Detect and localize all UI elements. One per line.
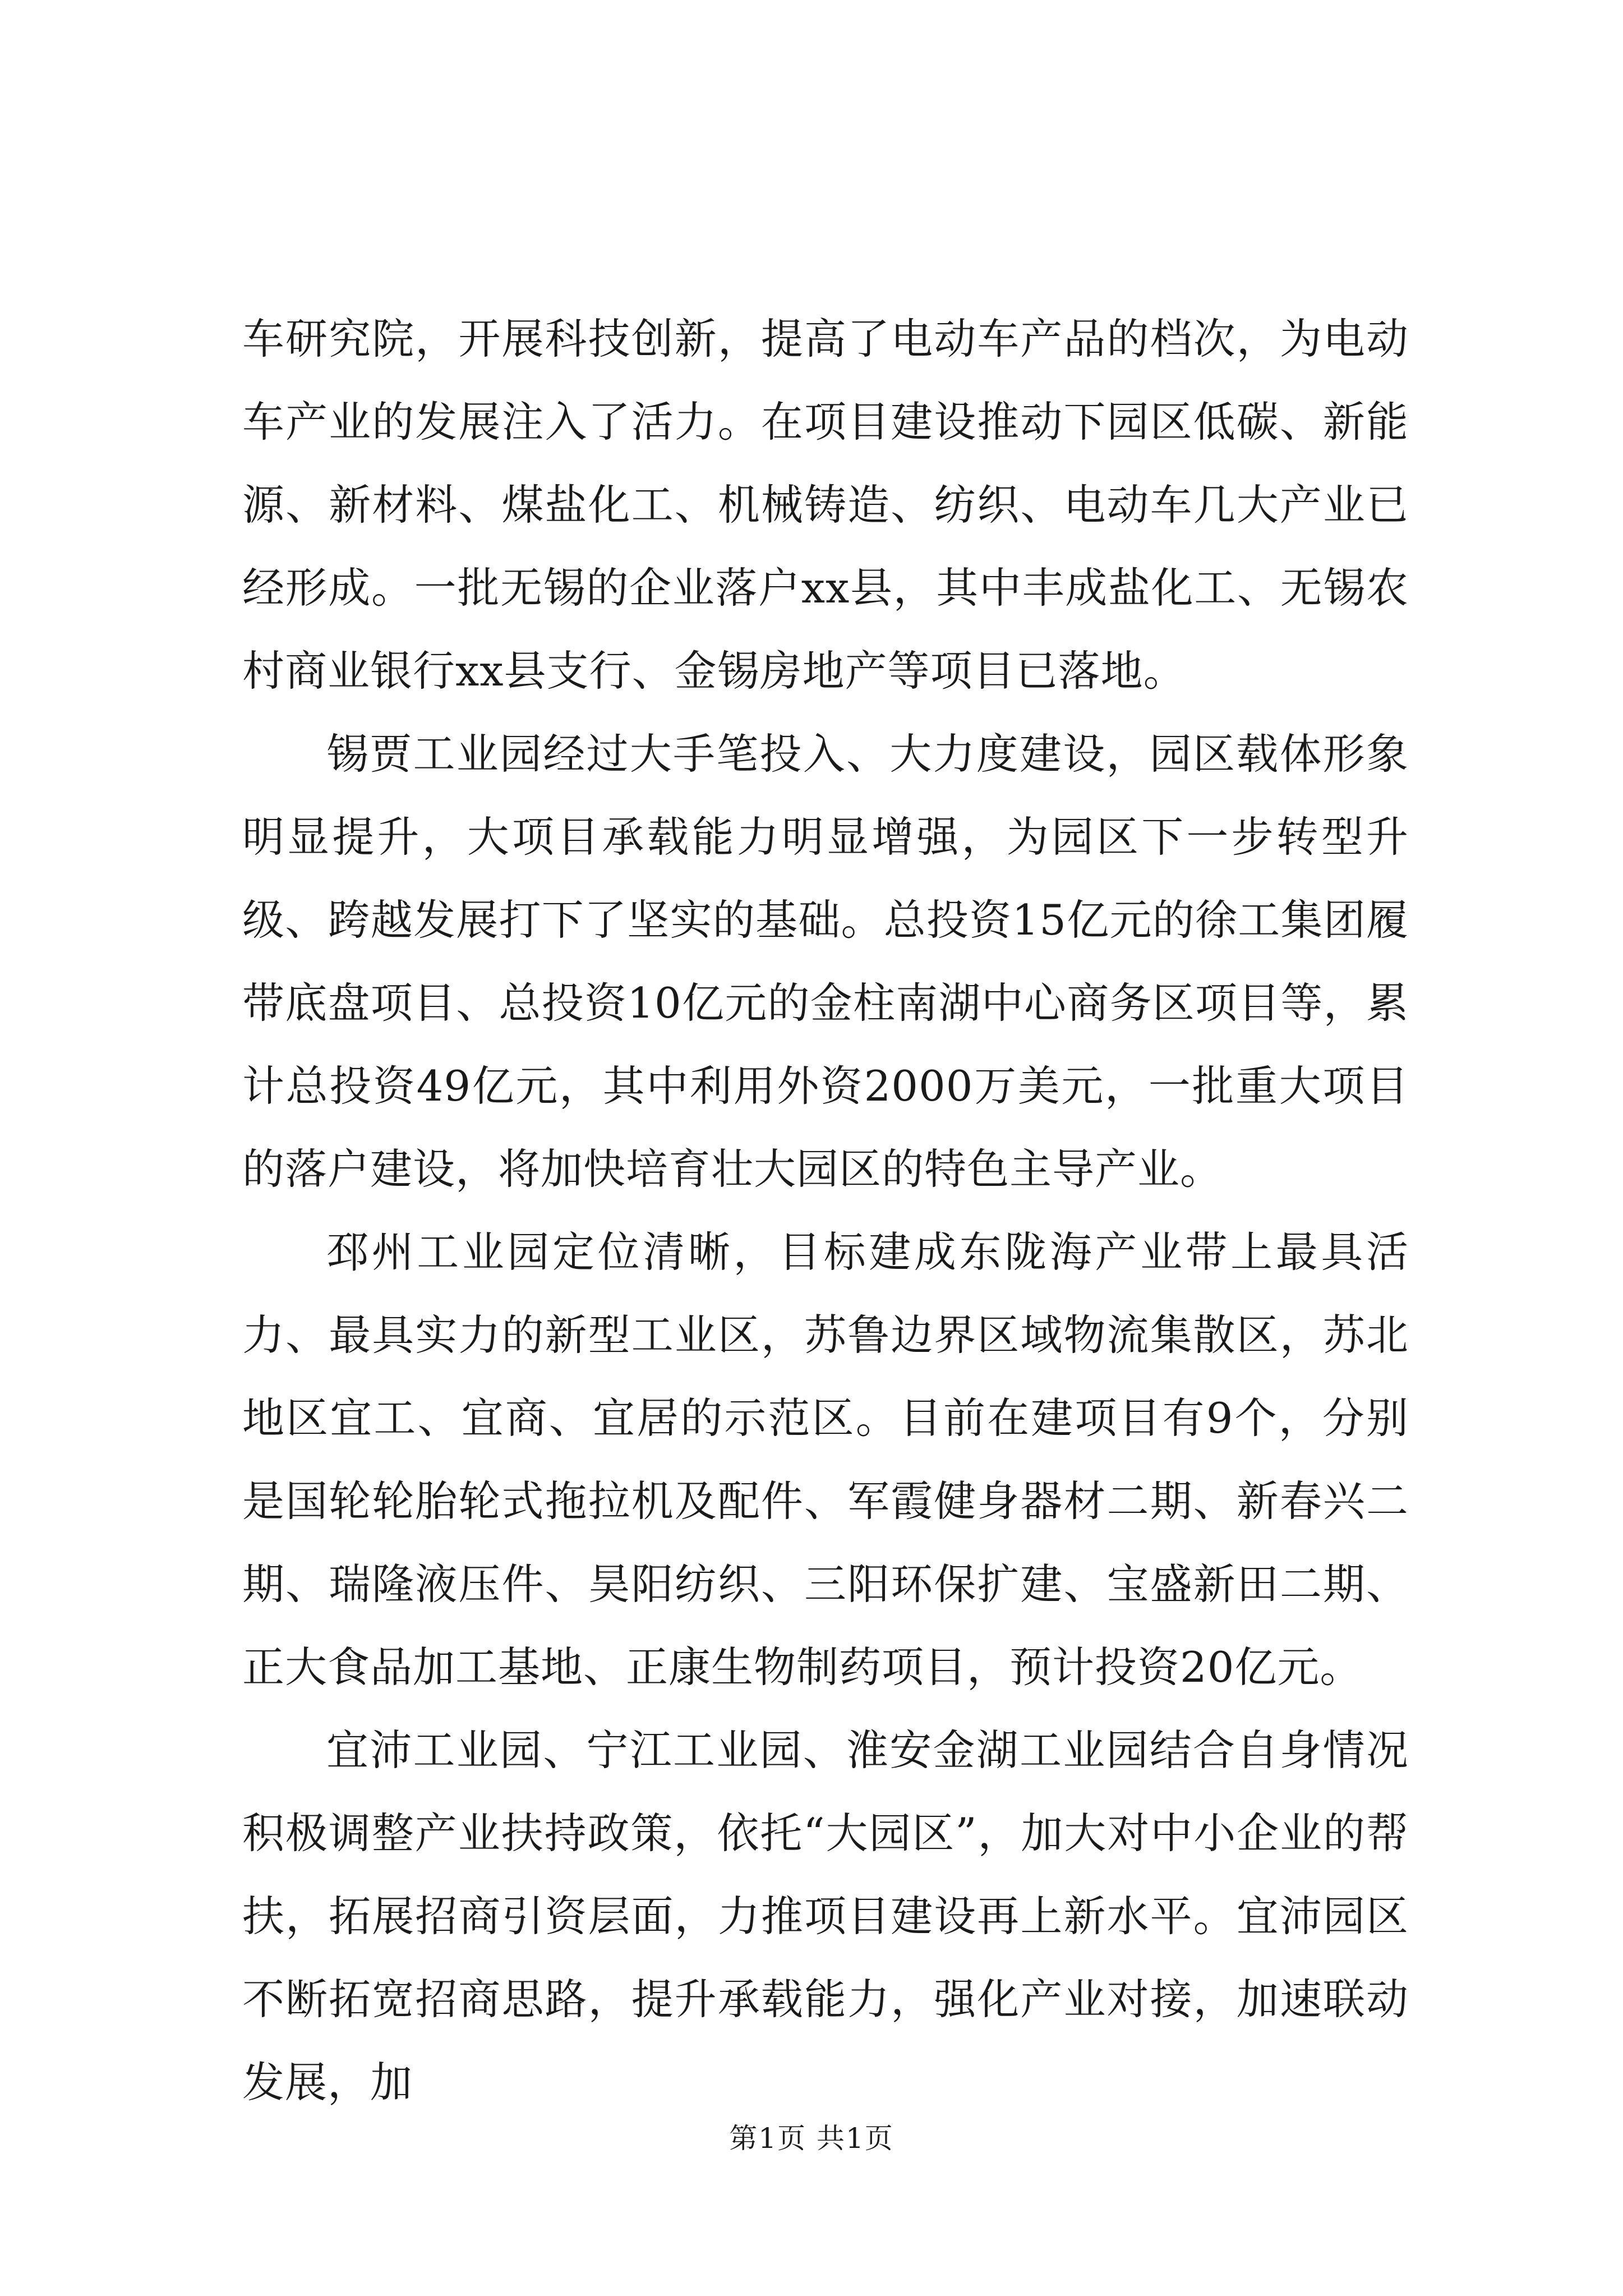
document-body [242,297,1409,2124]
page-footer: 第1页 共1页 [729,2122,894,2155]
paragraph-1: 车研究院，开展科技创新，提高了电动车产品的档次，为电动车产业的发展注入了活力。在项目建设推动下园区低碳、新能源、新材料、煤盐化工、机械铸造、纺织、电动车几大产业已经形成。一批无锡的企业落户xx县，其中丰成盐化工、无锡农村商业银行xx县支行、金锡房地产等项目已落地。 [242,314,1409,696]
paragraph-2: 锡贾工业园经过大手笔投入、大力度建设，园区载体形象明显提升，大项目承载能力明显增强，为园区下一步转型升级、跨越发展打下了坚实的基础。总投资15亿元的徐工集团履带底盘项目、总投资10亿元的金柱南湖中心商务区项目等，累计总投资49亿元，其中利用外资2000万美元，一批重大项目的落户建设，将加快培育壮大园区的特色主导产业。 [242,729,1409,1194]
paragraph-4: 宜沛工业园、宁江工业园、淮安金湖工业园结合自身情况积极调整产业扶持政策，依托“大园区”，加大对中小企业的帮扶，拓展招商引资层面，力推项目建设再上新水平。宜沛园区不断拓宽招商思路，提升承载能力，强化产业对接，加速联动发展，加 [242,1726,1409,2107]
paragraph-3: 邳州工业园定位清晰，目标建成东陇海产业带上最具活力、最具实力的新型工业区，苏鲁边界区域物流集散区，苏北地区宜工、宜商、宜居的示范区。目前在建项目有9个，分别是国轮轮胎轮式拖拉机及配件、军霞健身器材二期、新春兴二期、瑞隆液压件、昊阳纺织、三阳环保扩建、宝盛新田二期、正大食品加工基地、正康生物制药项目，预计投资20亿元。 [242,1227,1409,1692]
